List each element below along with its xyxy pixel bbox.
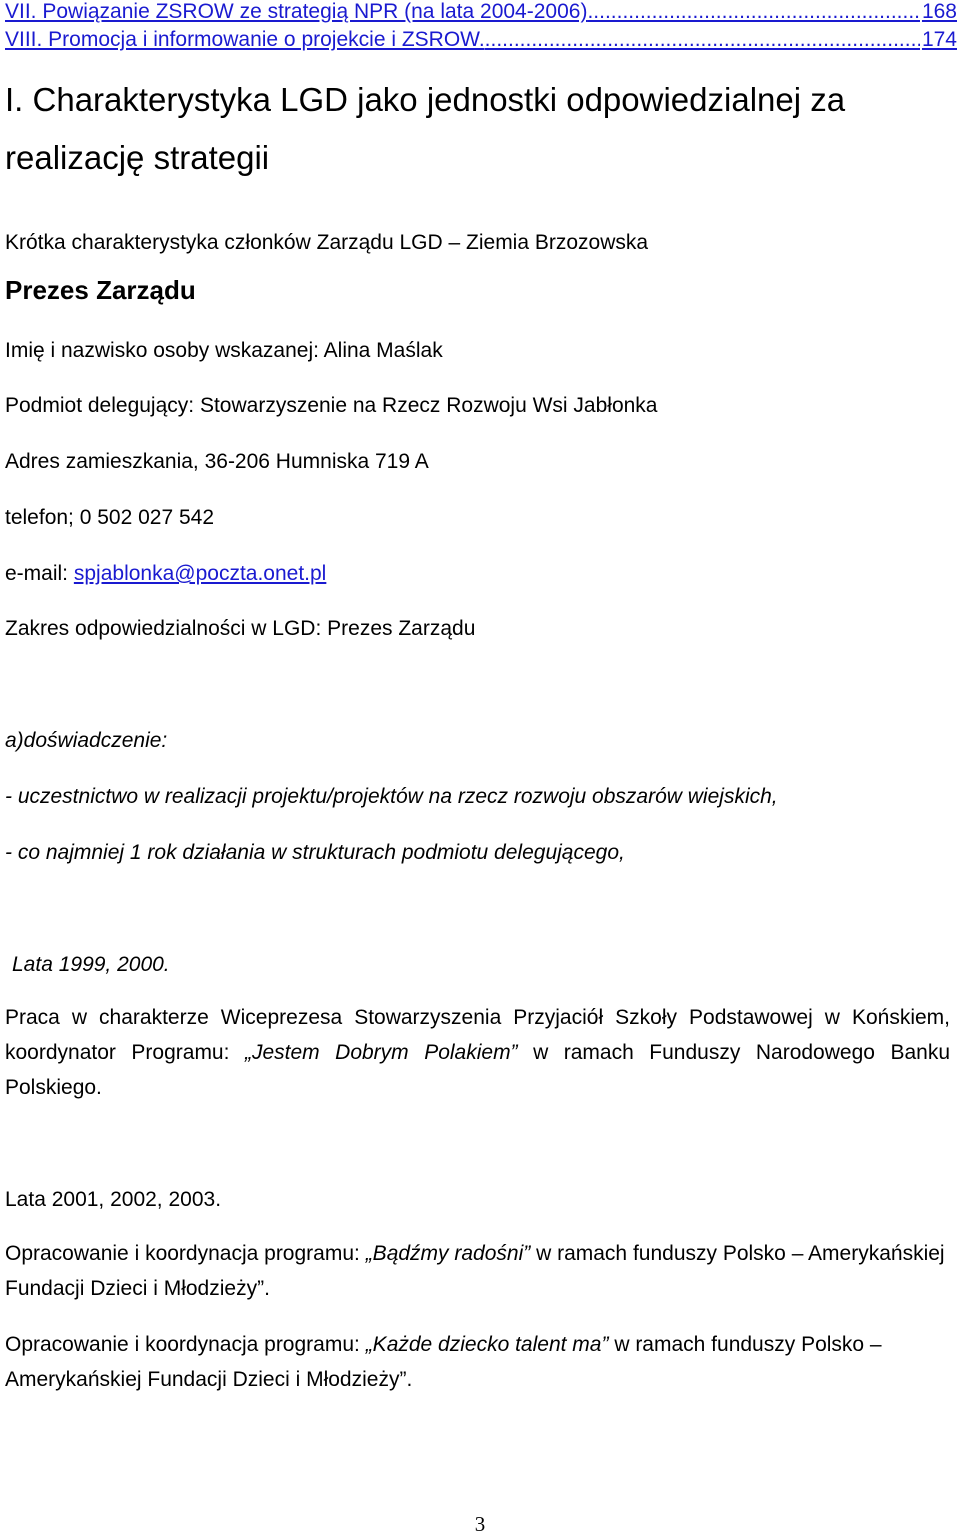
toc-entry-7[interactable] xyxy=(5,0,957,24)
program-name: „Jestem Dobrym Polakiem” xyxy=(244,1041,518,1064)
toc-entry-label: VII. Powiązanie ZSROW ze strategią NPR (na lata 2004-2006) xyxy=(5,0,588,23)
program-name: „Każde dziecko talent ma” xyxy=(365,1333,609,1356)
experience-heading: a)doświadczenie: xyxy=(5,729,168,752)
paragraph-text: Opracowanie i koordynacja programu: xyxy=(5,1333,366,1356)
paragraph-kazde-dziecko xyxy=(5,1327,950,1397)
delegating-value: Stowarzyszenie na Rzecz Rozwoju Wsi Jabłonka xyxy=(194,394,658,417)
paragraph-text: w ramach funduszy Polsko – Amerykańskiej Fundacji Dzieci i Młodzieży”. xyxy=(5,1333,882,1391)
intro-text: Krótka charakterystyka członków Zarządu LGD – Ziemia Brzozowska xyxy=(5,231,649,254)
experience-item: - co najmniej 1 rok działania w strukturach podmiotu delegującego, xyxy=(5,841,625,864)
years-2001-2003: Lata 2001, 2002, 2003. xyxy=(5,1188,222,1211)
role-heading: Prezes Zarządu xyxy=(5,275,196,305)
paragraph-badzmy-radosni xyxy=(5,1236,950,1306)
email-label: e-mail: xyxy=(5,562,74,585)
paragraph-text: w ramach Funduszy Narodowego Banku Polskiego. xyxy=(5,1041,950,1099)
toc-entry-label: VIII. Promocja i informowanie o projekcie i ZSROW. xyxy=(5,28,485,51)
program-name: „Bądźmy radośni” xyxy=(365,1242,531,1265)
paragraph-text: Praca w charakterze Wiceprezesa Stowarzyszenia Przyjaciół Szkoły Podstawowej w Końskiem, koordynator Programu: xyxy=(5,1006,950,1064)
paragraph-text: w ramach funduszy Polsko – Amerykańskiej Fundacji Dzieci i Młodzieży”. xyxy=(5,1242,945,1300)
page-number: 3 xyxy=(474,1512,486,1536)
experience-item: - uczestnictwo w realizacji projektu/projektów na rzecz rozwoju obszarów wiejskich, xyxy=(5,785,778,808)
toc-entry-page: 168 xyxy=(921,0,957,23)
phone: telefon; 0 502 027 542 xyxy=(5,506,215,529)
toc-leader-dots xyxy=(485,28,920,52)
delegating-label: Podmiot delegujący: xyxy=(5,394,195,417)
responsibility: Zakres odpowiedzialności w LGD: Prezes Zarządu xyxy=(5,617,476,640)
paragraph-text: Opracowanie i koordynacja programu: xyxy=(5,1242,366,1265)
address: Adres zamieszkania, 36-206 Humniska 719 A xyxy=(5,450,429,473)
section-title-line2: realizację strategii xyxy=(5,139,270,176)
toc-leader-dots xyxy=(587,0,920,24)
person-name: Imię i nazwisko osoby wskazanej: Alina Maślak xyxy=(5,339,443,362)
paragraph-wiceprezes xyxy=(5,1000,950,1105)
email-line xyxy=(5,561,326,587)
years-1999-2000: Lata 1999, 2000. xyxy=(12,953,170,976)
toc-entry-page: 174 xyxy=(921,28,957,51)
toc-entry-8[interactable] xyxy=(5,28,957,52)
delegating-entity xyxy=(5,393,657,419)
email-link[interactable]: spjablonka@poczta.onet.pl xyxy=(73,562,327,585)
section-title-line1: I. Charakterystyka LGD jako jednostki odpowiedzialnej za xyxy=(5,81,846,118)
